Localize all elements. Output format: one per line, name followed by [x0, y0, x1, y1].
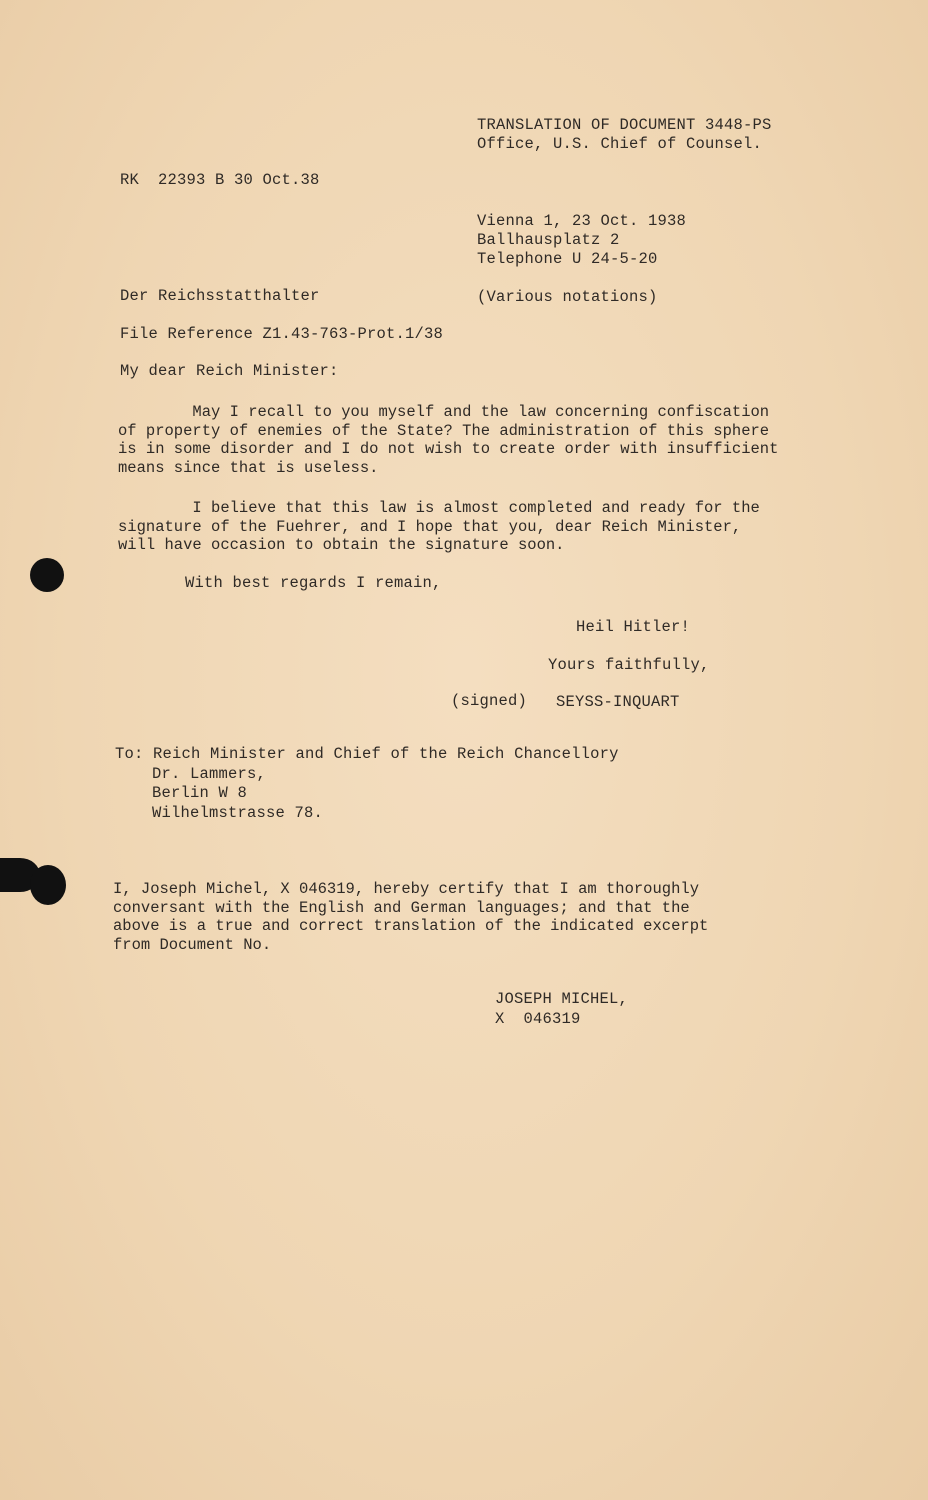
sender-address-line-2: Ballhausplatz 2 [477, 231, 620, 249]
translator-name: JOSEPH MICHEL, [495, 990, 629, 1008]
signed-label: (signed) [451, 692, 528, 710]
header-title: TRANSLATION OF DOCUMENT 3448-PS [477, 116, 772, 134]
paragraph-1 [118, 403, 778, 477]
paragraph-2 [118, 499, 760, 555]
paragraph-2-line: I believe that this law is almost completed and ready for the [118, 499, 760, 517]
recipient-line-4: Wilhelmstrasse 78. [152, 804, 324, 822]
header-office: Office, U.S. Chief of Counsel. [477, 135, 763, 153]
sender-title: Der Reichsstatthalter [120, 287, 320, 305]
file-reference: File Reference Z1.43-763-Prot.1/38 [120, 325, 444, 343]
paragraph-1-line: means since that is useless. [118, 458, 379, 477]
recipient-line-3: Berlin W 8 [152, 784, 248, 802]
recipient-line-2: Dr. Lammers, [152, 765, 267, 783]
sender-address-line-1: Vienna 1, 23 Oct. 1938 [477, 212, 687, 230]
certification [113, 880, 708, 954]
punch-hole [30, 865, 66, 905]
closing-regards: With best regards I remain, [185, 574, 442, 592]
translator-number: X 046319 [495, 1010, 581, 1028]
certification-line: I, Joseph Michel, X 046319, hereby certify that I am thoroughly [113, 880, 699, 898]
punch-hole [30, 558, 64, 592]
closing-yours: Yours faithfully, [548, 656, 710, 674]
paragraph-2-line: signature of the Fuehrer, and I hope that you, dear Reich Minister, [118, 517, 742, 536]
paragraph-1-line: of property of enemies of the State? The administration of this sphere [118, 421, 770, 440]
certification-line [113, 936, 708, 955]
certification-line: above is a true and correct translation of the indicated excerpt [113, 917, 709, 935]
paragraph-2-line: will have occasion to obtain the signature soon. [118, 536, 565, 554]
closing-heil: Heil Hitler! [576, 618, 691, 636]
paragraph-1-line: is in some disorder and I do not wish to create order with insufficient [118, 440, 779, 458]
notations: (Various notations) [477, 288, 658, 306]
recipient-line-1: To: Reich Minister and Chief of the Reich Chancellory [115, 745, 619, 763]
certification-line-text: from Document No. [113, 935, 281, 954]
paragraph-1-line: May I recall to you myself and the law concerning confiscation [118, 403, 770, 421]
sender-address-line-3: Telephone U 24-5-20 [477, 250, 658, 268]
signatory: SEYSS-INQUART [556, 693, 680, 711]
certification-line: conversant with the English and German languages; and that the [113, 898, 690, 917]
file-stamp: RK 22393 B 30 Oct.38 [120, 171, 320, 189]
salutation: My dear Reich Minister: [120, 362, 339, 380]
